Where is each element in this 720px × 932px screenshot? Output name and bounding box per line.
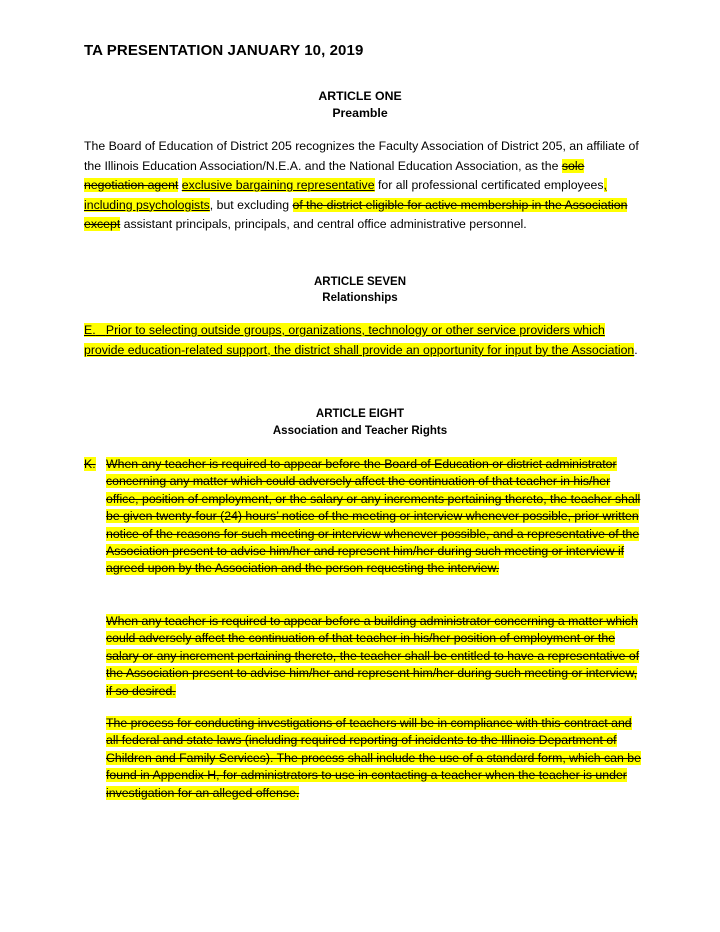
article-one-subheading: Preamble bbox=[332, 106, 388, 120]
article-eight-heading: ARTICLE EIGHT bbox=[315, 408, 405, 420]
page-title: TA PRESENTATION JANUARY 10, 2019 bbox=[84, 42, 364, 59]
section-e-paragraph bbox=[84, 321, 644, 360]
preamble-text-1: The Board of Education of District 205 recognizes the Faculty Association of District 205, an affiliate of the Illinois Education Association/N.E.A. and the National Education Association, as the bbox=[84, 139, 639, 173]
inserted-text: , including psychologists bbox=[84, 178, 607, 212]
preamble-text-3: , but excluding bbox=[209, 197, 293, 212]
section-k-paragraph-3: The process for conducting investigations of teachers will be in compliance with this contract and all federal and state laws (including required reporting of incidents to the Illinois Department of Children and Family Services). The process shall include the use of a standard form, which can be found in Appendix H, for administrators to use in contacting a teacher when the teacher is under investigation for an alleged offense. bbox=[106, 716, 641, 800]
article-seven-heading: ARTICLE SEVEN bbox=[313, 276, 406, 288]
article-seven-subheading: Relationships bbox=[322, 292, 398, 304]
preamble-text-4: assistant principals, principals, and central office administrative personnel. bbox=[120, 217, 527, 231]
section-k-paragraph-2: When any teacher is required to appear before a building administrator concerning a matter which could adversely affect the continuation of that teacher in his/her position of employment or the salary or any increment pertaining thereto, the teacher shall be entitled to have a representative of the Association present to advise him/her and represent him/her during such meeting or interview, if so desired. bbox=[106, 614, 640, 698]
deleted-text: of the district eligible for active membership in the Association except bbox=[84, 197, 628, 231]
section-e-text: Prior to selecting outside groups, organizations, technology or other service providers which provide education-related support, the district shall provide an opportunity for input by the Association bbox=[84, 323, 635, 357]
preamble-text-2: for all professional certificated employees bbox=[374, 178, 604, 192]
inserted-text: exclusive bargaining representative bbox=[181, 178, 375, 192]
section-k-paragraph-1: When any teacher is required to appear before the Board of Education or district administrator concerning any matter which could adversely affect the continuation of that teacher in his/her office, position of employment, or the salary or any increments pertaining thereto, the teacher shall be given twenty-four (24) hours’ notice of the meeting or interview whenever possible, prior written notice of the reasons for such meeting or interview whenever possible, and a representative of the Association present to advise him/her and represent him/her during such meeting or interview if agreed upon by the Association and the person requesting the interview. bbox=[106, 457, 641, 576]
section-k-letter: K. bbox=[84, 457, 96, 471]
article-eight-subheading: Association and Teacher Rights bbox=[272, 425, 448, 437]
preamble-paragraph bbox=[84, 137, 644, 235]
article-one-heading: ARTICLE ONE bbox=[318, 89, 402, 103]
section-e-end: . bbox=[634, 342, 638, 357]
deleted-text: sole negotiation agent bbox=[84, 158, 585, 192]
section-e-letter: E. bbox=[84, 323, 96, 337]
